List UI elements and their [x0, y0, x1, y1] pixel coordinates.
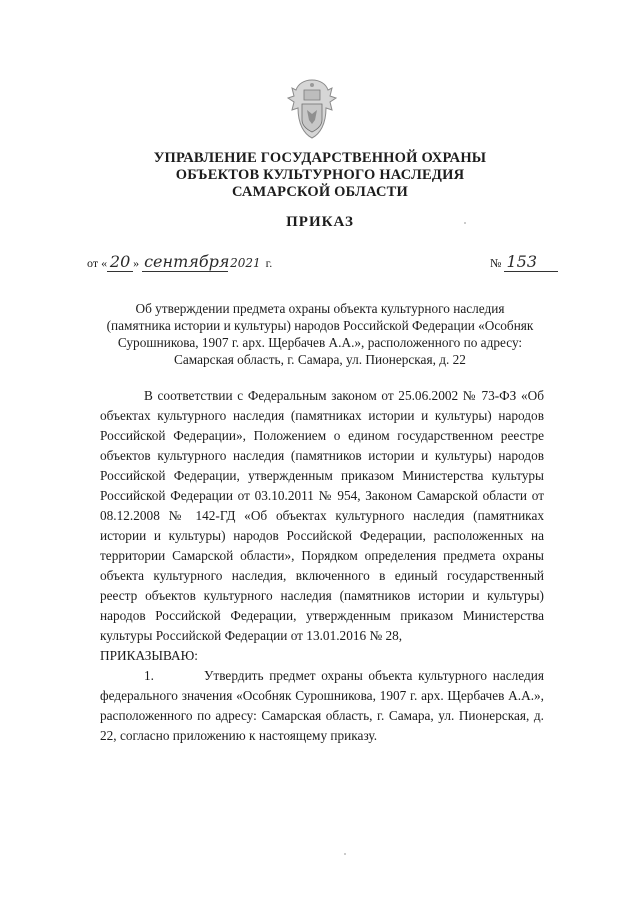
header-line-2: ОБЪЕКТОВ КУЛЬТУРНОГО НАСЛЕДИЯ — [175, 167, 465, 183]
order-date — [87, 252, 272, 272]
item-text: Утвердить предмет охраны объекта культурного наследия федерального значения «Особняк Сурошникова, 1907 г. арх. Щербачев А.А.», расположенного по адресу: Самарская область, г. Самара, ул. Пионерская, д. 22, согласно приложению к настоящему приказу. — [100, 668, 544, 743]
preamble-paragraph: В соответствии с Федеральным законом от 25.06.2002 № 73-ФЗ «Об объектах культурного наследия (памятниках истории и культуры) народов Российской Федерации», Положением о едином государственном реестре объектов культурного наследия (памятников истории и культуры) народов Российской Федерации, утвержденным приказом Министерства культуры Российской Федерации от 03.10.2011 № 954, Законом Самарской области от 08.12.2008 № 142-ГД «Об объектах культурного наследия (памятниках истории и культуры) народов Российской Федерации, расположенных на территории Самарской области», Порядком определения предмета охраны объекта культурного наследия, включенного в единый государственный реестр объектов культурного наследия (памятников истории и культуры) народов Российской Федерации, утвержденным приказом Министерства культуры Российской Федерации от 13.01.2016 № 28, — [100, 388, 544, 643]
title-line-2: (памятника истории и культуры) народов Российской Федерации «Особняк — [106, 318, 534, 333]
title-line-3: Сурошникова, 1907 г. арх. Щербачев А.А.», расположенного по адресу: — [117, 335, 523, 350]
number-prefix: № — [490, 256, 502, 270]
order-number — [490, 252, 558, 272]
order-title — [90, 300, 550, 368]
header-line-1: УПРАВЛЕНИЕ ГОСУДАРСТВЕННОЙ ОХРАНЫ — [153, 150, 487, 166]
coat-of-arms-icon — [282, 76, 342, 142]
date-year: 2021 — [230, 256, 261, 270]
order-command: ПРИКАЗЫВАЮ: — [100, 648, 198, 663]
organization-header — [0, 150, 640, 201]
date-sep: » — [133, 256, 140, 270]
document-type-heading: ПРИКАЗ — [286, 214, 354, 230]
date-day: 20 — [107, 252, 133, 272]
header-line-3: САМАРСКОЙ ОБЛАСТИ — [231, 184, 409, 200]
date-prefix: от « — [87, 256, 108, 270]
number-value: 153 — [504, 252, 558, 272]
item-number: 1. — [144, 668, 154, 683]
date-month: сентября — [144, 252, 230, 271]
list-item — [100, 666, 544, 746]
order-body — [100, 386, 544, 746]
speck — [344, 853, 346, 855]
title-line-4: Самарская область, г. Самара, ул. Пионерская, д. 22 — [174, 352, 466, 367]
date-suffix: г. — [265, 256, 273, 270]
title-line-1: Об утверждении предмета охраны объекта культурного наследия — [135, 301, 505, 316]
